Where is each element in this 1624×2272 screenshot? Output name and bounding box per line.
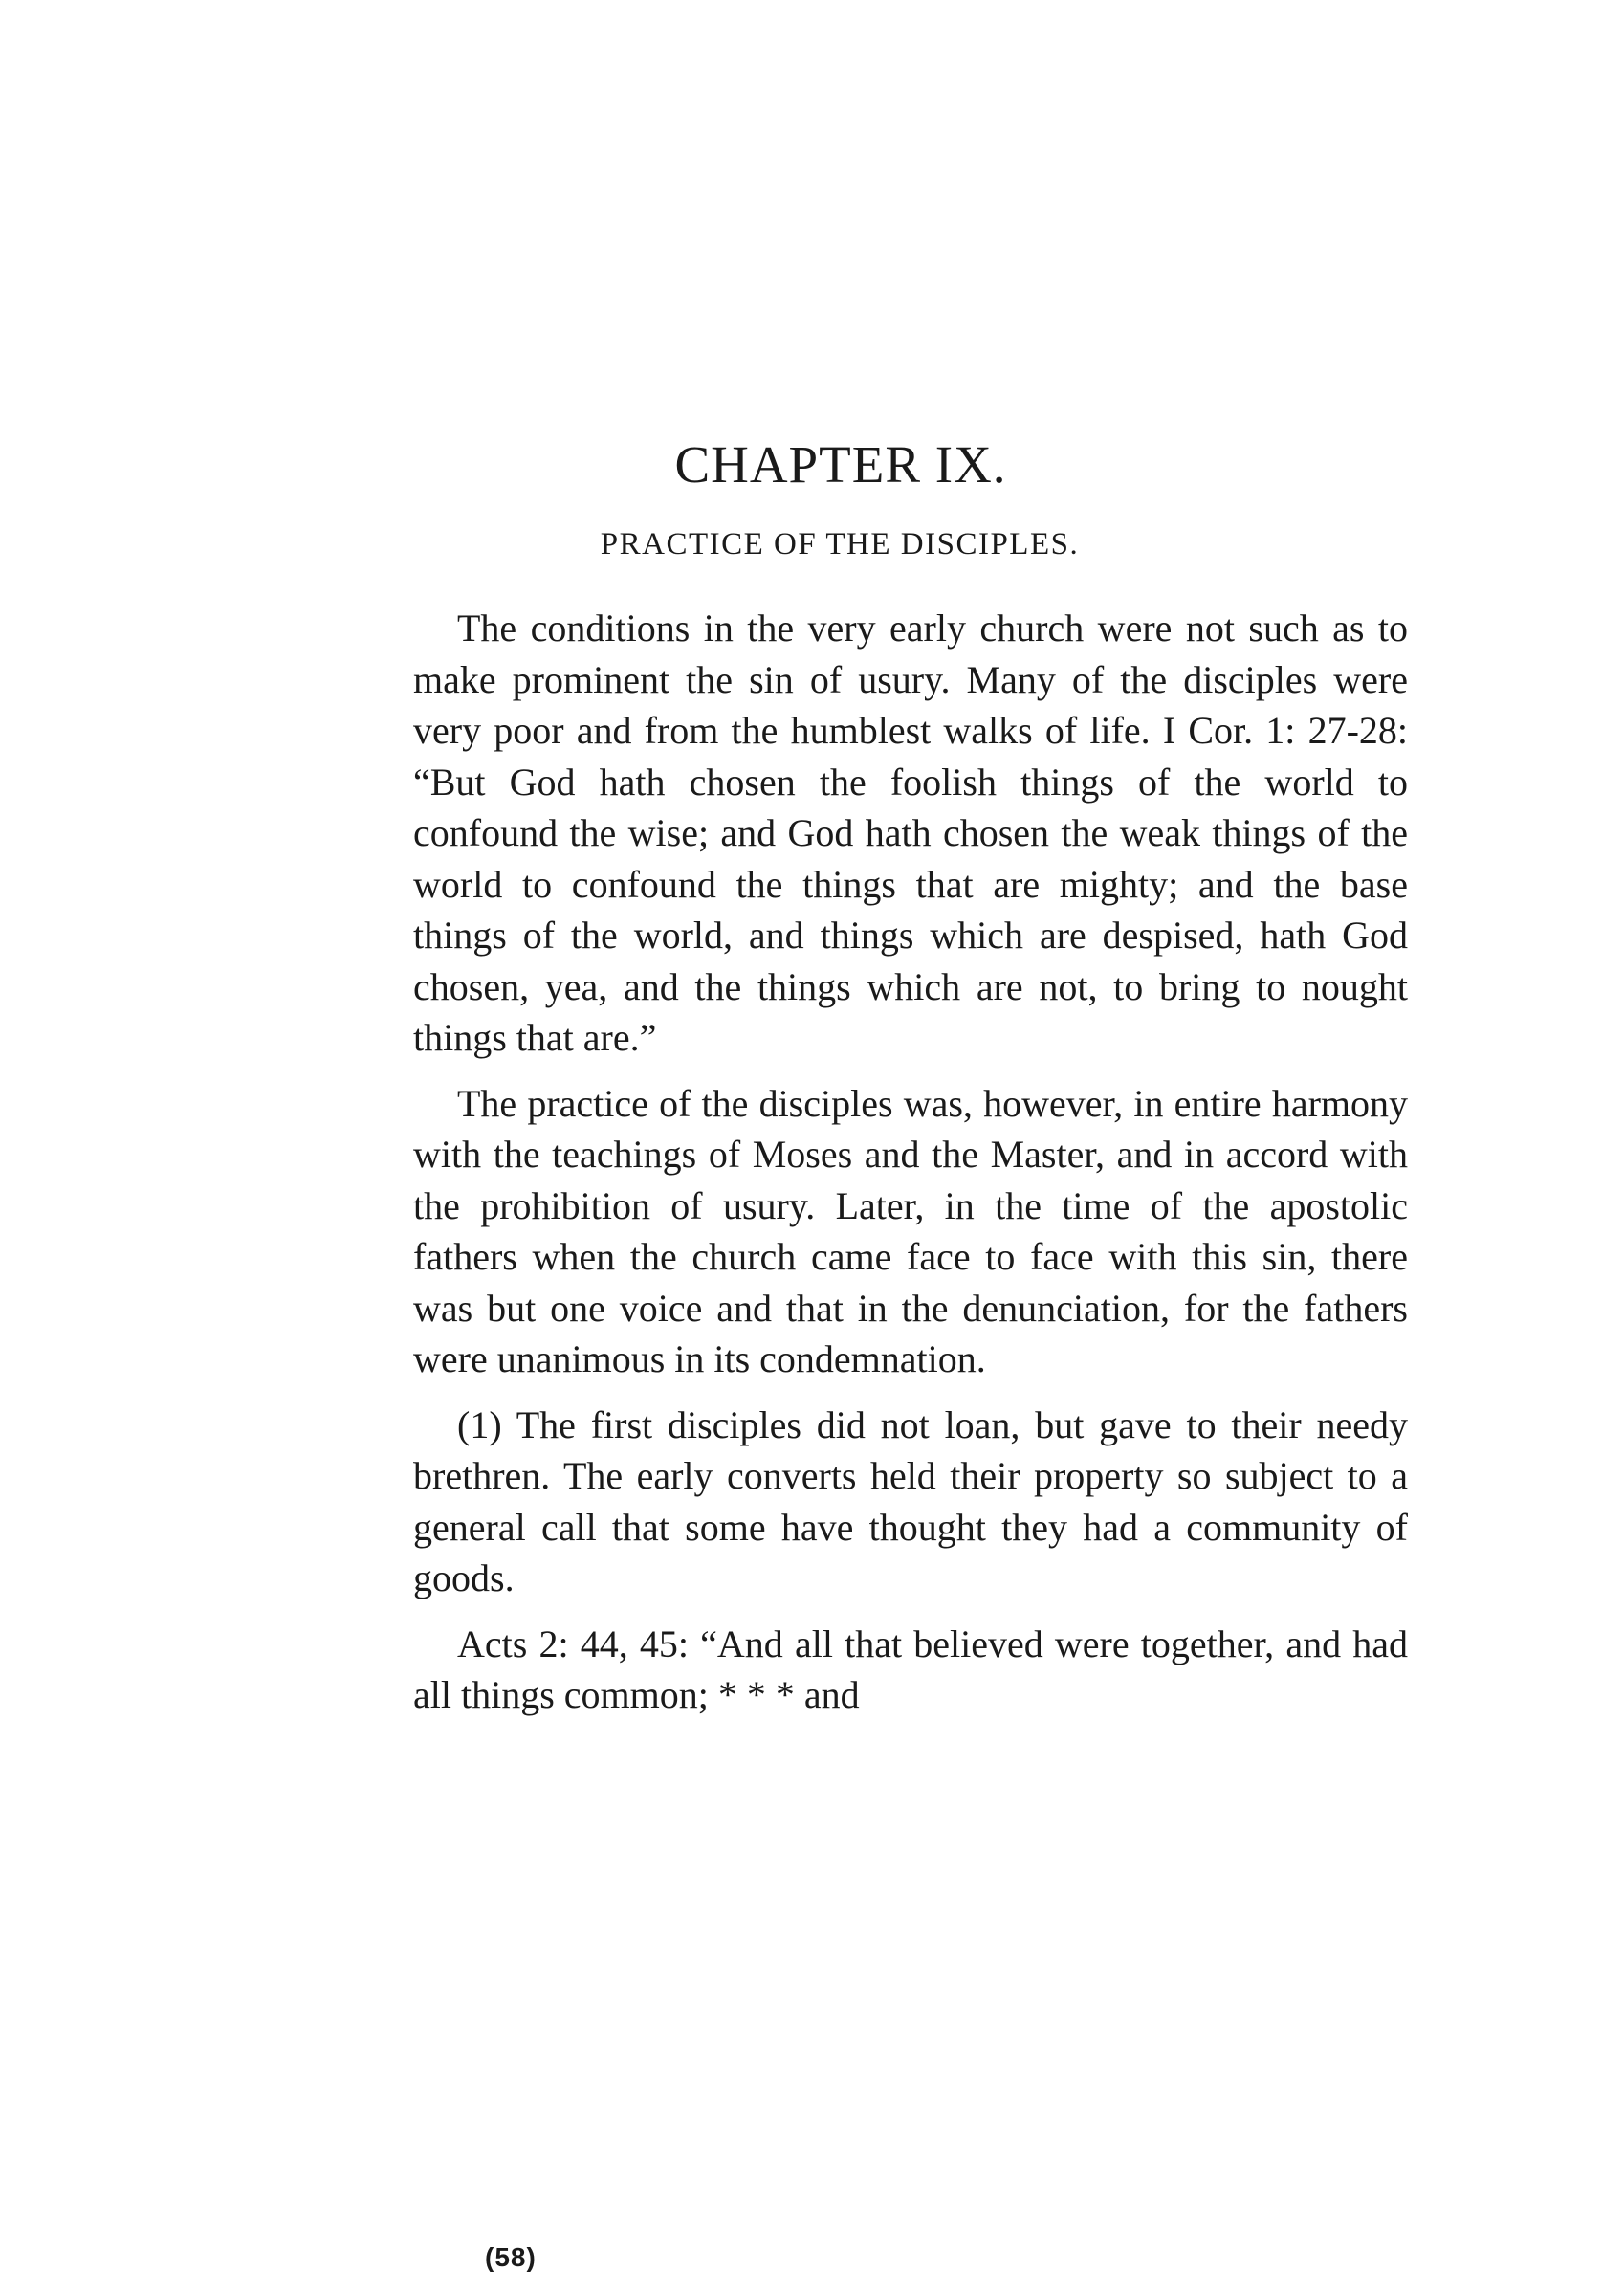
page-number: (58) — [485, 2242, 537, 2272]
section-title: PRACTICE OF THE DISCIPLES. — [600, 527, 1080, 562]
paragraph-2: The practice of the disciples was, however, in entire harmony with the teachings of Moses and the Master, and in accord with the prohibition of usury. Later, in the time of the apostolic fathers when the church came face to face with this sin, there was but one voice and that in the denunciation, for the fathers were unanimous in its condemnation. — [413, 1081, 1408, 1380]
paragraph-4: Acts 2: 44, 45: “And all that believed were together, and had all things common; * * * and — [413, 1621, 1408, 1716]
paragraph-3: (1) The first disciples did not loan, but gave to their needy brethren. The early converts held their property so subject to a general call that some have thought they had a community of goods. — [413, 1402, 1408, 1599]
chapter-title: CHAPTER IX. — [674, 435, 1007, 494]
paragraph-1: The conditions in the very early church were not such as to make prominent the sin of usury. Many of the disciples were very poor and from the humblest walks of life. I Cor. 1: 27-28: “But God hath chosen the foolish things of the world to confound the wise; and God hath chosen the weak things of the world to confound the things that are mighty; and the base things of the world, and things which are despised, hath God chosen, yea, and the things which are not, to bring to nought things that are.” — [413, 607, 1408, 1059]
body-text — [413, 603, 1408, 1735]
